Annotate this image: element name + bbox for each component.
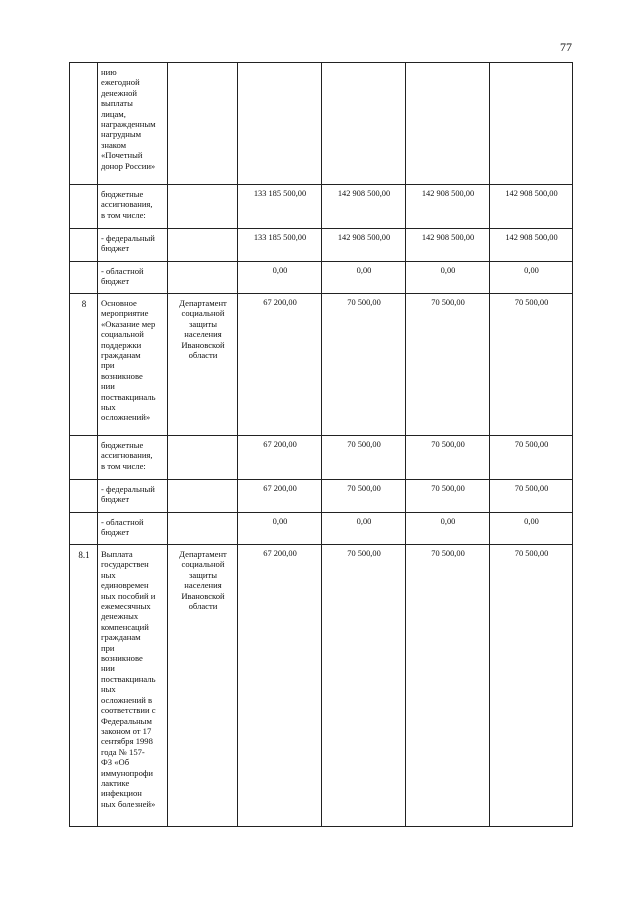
amount-cell-year-1: 133 185 500,00 xyxy=(238,229,322,262)
executor-cell: Департамент социальной защиты населения Ивановской области xyxy=(168,294,238,436)
measure-name-cell: - областной бюджет xyxy=(98,513,168,545)
executor-cell xyxy=(168,436,238,480)
measure-name-cell: нию ежегодной денежной выплаты лицам, награжденным нагрудным знаком «Почетный донор России» xyxy=(98,63,168,185)
measure-name-cell: Основное мероприятие «Оказание мер социальной поддержки гражданам при возникнове нии поствакциналь ных осложнений» xyxy=(98,294,168,436)
amount-cell-year-1: 67 200,00 xyxy=(238,436,322,480)
amount-cell-year-2: 70 500,00 xyxy=(322,545,406,827)
measure-name-cell: - федеральный бюджет xyxy=(98,480,168,513)
amount-cell-year-1: 67 200,00 xyxy=(238,480,322,513)
amount-cell-year-3 xyxy=(406,63,490,185)
table-row xyxy=(70,262,573,294)
amount-cell-year-3: 142 908 500,00 xyxy=(406,185,490,229)
measure-name-cell: Выплата государствен ных единовремен ных пособий и ежемесячных денежных компенсаций гражданам при возникнове нии поствакциналь ных осложнений в соответствии с Федеральным законом от 17 сентября 1998 года № 157- ФЗ «Об иммунопрофи лактике инфекцион ных болезней» xyxy=(98,545,168,827)
amount-cell-year-2: 70 500,00 xyxy=(322,436,406,480)
amount-cell-year-3: 70 500,00 xyxy=(406,294,490,436)
amount-cell-year-1: 0,00 xyxy=(238,513,322,545)
executor-cell xyxy=(168,513,238,545)
row-number-cell xyxy=(70,436,98,480)
measure-name-cell: - федеральный бюджет xyxy=(98,229,168,262)
table-row xyxy=(70,480,573,513)
amount-cell-year-1: 133 185 500,00 xyxy=(238,185,322,229)
executor-cell xyxy=(168,185,238,229)
row-number-cell: 8 xyxy=(70,294,98,436)
amount-cell-year-3: 0,00 xyxy=(406,513,490,545)
row-number-cell xyxy=(70,262,98,294)
amount-cell-year-2: 142 908 500,00 xyxy=(322,185,406,229)
table-row xyxy=(70,294,573,436)
amount-cell-year-1 xyxy=(238,63,322,185)
amount-cell-year-2: 70 500,00 xyxy=(322,480,406,513)
table-row xyxy=(70,185,573,229)
amount-cell-year-3: 70 500,00 xyxy=(406,480,490,513)
amount-cell-year-3: 70 500,00 xyxy=(406,545,490,827)
amount-cell-year-3: 70 500,00 xyxy=(406,436,490,480)
page-number: 77 xyxy=(560,40,572,54)
executor-cell xyxy=(168,480,238,513)
row-number-cell xyxy=(70,513,98,545)
amount-cell-year-1: 0,00 xyxy=(238,262,322,294)
amount-cell-year-2: 0,00 xyxy=(322,513,406,545)
amount-cell-year-1: 67 200,00 xyxy=(238,294,322,436)
row-number-cell xyxy=(70,185,98,229)
amount-cell-year-3: 142 908 500,00 xyxy=(406,229,490,262)
table-row xyxy=(70,545,573,827)
executor-cell xyxy=(168,229,238,262)
executor-cell xyxy=(168,63,238,185)
amount-cell-year-4: 0,00 xyxy=(490,262,573,294)
table-row xyxy=(70,436,573,480)
executor-cell xyxy=(168,262,238,294)
table-row xyxy=(70,63,573,185)
table-row xyxy=(70,229,573,262)
row-number-cell xyxy=(70,63,98,185)
amount-cell-year-4: 70 500,00 xyxy=(490,545,573,827)
measure-name-cell: бюджетные ассигнования, в том числе: xyxy=(98,436,168,480)
measure-name-cell: бюджетные ассигнования, в том числе: xyxy=(98,185,168,229)
amount-cell-year-2: 70 500,00 xyxy=(322,294,406,436)
amount-cell-year-4: 70 500,00 xyxy=(490,480,573,513)
budget-table xyxy=(69,62,573,827)
measure-name-cell: - областной бюджет xyxy=(98,262,168,294)
executor-cell: Департамент социальной защиты населения Ивановской области xyxy=(168,545,238,827)
amount-cell-year-4: 70 500,00 xyxy=(490,294,573,436)
amount-cell-year-4: 142 908 500,00 xyxy=(490,229,573,262)
table-body xyxy=(70,63,573,827)
amount-cell-year-2 xyxy=(322,63,406,185)
amount-cell-year-4: 0,00 xyxy=(490,513,573,545)
amount-cell-year-4: 142 908 500,00 xyxy=(490,185,573,229)
table-row xyxy=(70,513,573,545)
row-number-cell: 8.1 xyxy=(70,545,98,827)
row-number-cell xyxy=(70,480,98,513)
amount-cell-year-1: 67 200,00 xyxy=(238,545,322,827)
row-number-cell xyxy=(70,229,98,262)
amount-cell-year-4 xyxy=(490,63,573,185)
amount-cell-year-3: 0,00 xyxy=(406,262,490,294)
amount-cell-year-2: 0,00 xyxy=(322,262,406,294)
amount-cell-year-4: 70 500,00 xyxy=(490,436,573,480)
amount-cell-year-2: 142 908 500,00 xyxy=(322,229,406,262)
